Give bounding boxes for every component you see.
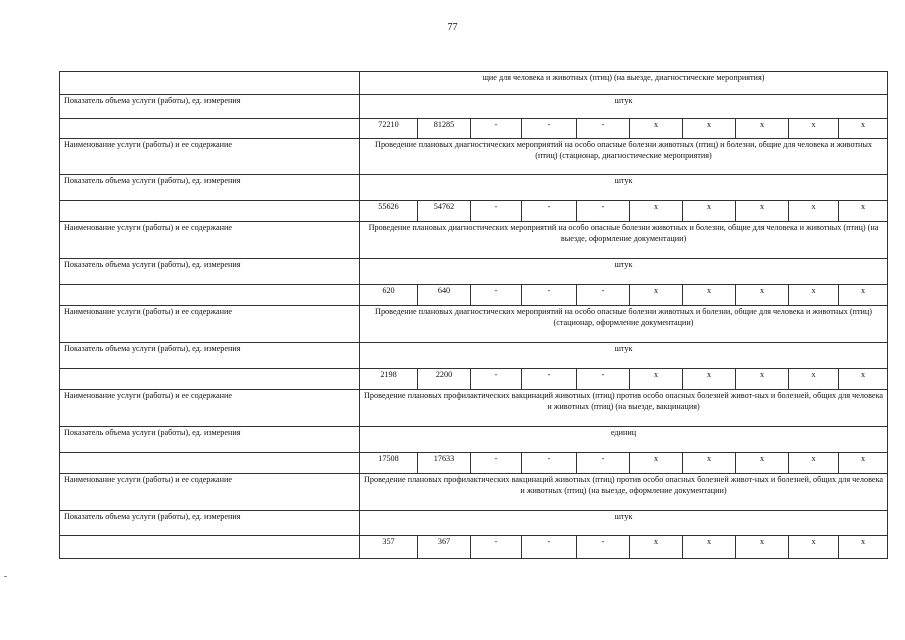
value-cell: х [839, 536, 888, 559]
value-cell: х [630, 285, 683, 306]
value-cell: 2200 [418, 369, 471, 390]
label-cell [60, 119, 360, 139]
content-cell: штук [360, 511, 888, 536]
table-row [60, 343, 888, 369]
value-cell: 54762 [418, 201, 471, 222]
table-row [60, 427, 888, 453]
label-cell [60, 201, 360, 222]
value-cell: - [471, 369, 522, 390]
value-cell: х [736, 285, 789, 306]
value-cell: х [839, 369, 888, 390]
table-row [60, 259, 888, 285]
content-cell: штук [360, 95, 888, 119]
value-cell: - [471, 201, 522, 222]
content-cell: Проведение плановых профилактических вакцинаций животных (птиц) против особо опасных болезней живот-ных и болезней, общих для человека и животных (птиц) (на выезде, вакцинация) [360, 390, 888, 427]
label-cell: Наименование услуги (работы) и ее содержание [60, 306, 360, 343]
corner-mark [4, 576, 7, 577]
service-table [59, 71, 888, 559]
page-number: 77 [447, 22, 458, 33]
value-cell: - [471, 536, 522, 559]
value-cell: - [577, 201, 630, 222]
value-cell: х [683, 536, 736, 559]
value-cell: 17633 [418, 453, 471, 474]
value-cell: х [789, 201, 839, 222]
value-cell: х [736, 201, 789, 222]
values-row [60, 201, 888, 222]
value-cell: - [577, 119, 630, 139]
table-row [60, 222, 888, 259]
value-cell: - [577, 285, 630, 306]
value-cell: - [522, 285, 577, 306]
value-cell: х [630, 369, 683, 390]
value-cell: 357 [360, 536, 418, 559]
values-row [60, 369, 888, 390]
label-cell: Показатель объема услуги (работы), ед. измерения [60, 343, 360, 369]
value-cell: х [683, 369, 736, 390]
content-cell: штук [360, 343, 888, 369]
label-cell: Показатель объема услуги (работы), ед. измерения [60, 259, 360, 285]
value-cell: х [789, 285, 839, 306]
value-cell: - [577, 369, 630, 390]
value-cell: 367 [418, 536, 471, 559]
label-cell [60, 369, 360, 390]
content-cell: Проведение плановых диагностических мероприятий на особо опасные болезни животных и болезни, общие для человека и животных (птиц) (на выезде, оформление документации) [360, 222, 888, 259]
label-cell [60, 453, 360, 474]
table-row [60, 139, 888, 175]
value-cell: х [683, 119, 736, 139]
values-row [60, 536, 888, 559]
label-cell: Показатель объема услуги (работы), ед. измерения [60, 427, 360, 453]
value-cell: х [630, 453, 683, 474]
value-cell: - [471, 119, 522, 139]
value-cell: х [736, 119, 789, 139]
value-cell: - [471, 285, 522, 306]
value-cell: 620 [360, 285, 418, 306]
value-cell: х [789, 453, 839, 474]
content-cell: штук [360, 259, 888, 285]
value-cell: х [630, 536, 683, 559]
value-cell: 640 [418, 285, 471, 306]
label-cell: Наименование услуги (работы) и ее содержание [60, 474, 360, 511]
value-cell: 55626 [360, 201, 418, 222]
value-cell: х [630, 119, 683, 139]
label-cell: Показатель объема услуги (работы), ед. измерения [60, 95, 360, 119]
value-cell: х [683, 285, 736, 306]
value-cell: х [736, 369, 789, 390]
value-cell: х [839, 453, 888, 474]
content-cell: единиц [360, 427, 888, 453]
value-cell: - [522, 536, 577, 559]
value-cell: х [839, 119, 888, 139]
table-row [60, 95, 888, 119]
content-cell: Проведение плановых профилактических вакцинаций животных (птиц) против особо опасных болезней живот-ных и болезней, общих для человека и животных (птиц) (на выезде, оформление документации) [360, 474, 888, 511]
content-cell: Проведение плановых диагностических мероприятий на особо опасные болезни животных и болезни, общие для человека и животных (птиц) (стационар, оформление документации) [360, 306, 888, 343]
value-cell: - [522, 201, 577, 222]
label-cell [60, 72, 360, 95]
table-row [60, 390, 888, 427]
header-row [60, 72, 888, 95]
value-cell: х [736, 536, 789, 559]
value-cell: - [577, 536, 630, 559]
value-cell: х [683, 201, 736, 222]
label-cell [60, 285, 360, 306]
label-cell: Наименование услуги (работы) и ее содержание [60, 222, 360, 259]
value-cell: 17508 [360, 453, 418, 474]
value-cell: - [522, 119, 577, 139]
value-cell: - [522, 453, 577, 474]
header-cell: щие для человека и животных (птиц) (на выезде, диагностические мероприятия) [360, 72, 888, 95]
value-cell: х [839, 285, 888, 306]
table-row [60, 175, 888, 201]
value-cell: - [522, 369, 577, 390]
value-cell: 72210 [360, 119, 418, 139]
label-cell: Показатель объема услуги (работы), ед. измерения [60, 175, 360, 201]
table-row [60, 511, 888, 536]
value-cell: х [630, 201, 683, 222]
label-cell [60, 536, 360, 559]
value-cell: 81285 [418, 119, 471, 139]
value-cell: - [471, 453, 522, 474]
label-cell: Показатель объема услуги (работы), ед. измерения [60, 511, 360, 536]
value-cell: х [789, 536, 839, 559]
table-row [60, 306, 888, 343]
values-row [60, 119, 888, 139]
values-row [60, 285, 888, 306]
content-cell: штук [360, 175, 888, 201]
value-cell: - [577, 453, 630, 474]
content-cell: Проведение плановых диагностических мероприятий на особо опасные болезни животных (птиц) и болезни, общие для человека и животных (птиц) (стационар, диагностические мероприятия) [360, 139, 888, 175]
value-cell: х [683, 453, 736, 474]
value-cell: х [839, 201, 888, 222]
table-row [60, 474, 888, 511]
value-cell: х [736, 453, 789, 474]
value-cell: х [789, 119, 839, 139]
values-row [60, 453, 888, 474]
label-cell: Наименование услуги (работы) и ее содержание [60, 139, 360, 175]
label-cell: Наименование услуги (работы) и ее содержание [60, 390, 360, 427]
value-cell: х [789, 369, 839, 390]
value-cell: 2198 [360, 369, 418, 390]
